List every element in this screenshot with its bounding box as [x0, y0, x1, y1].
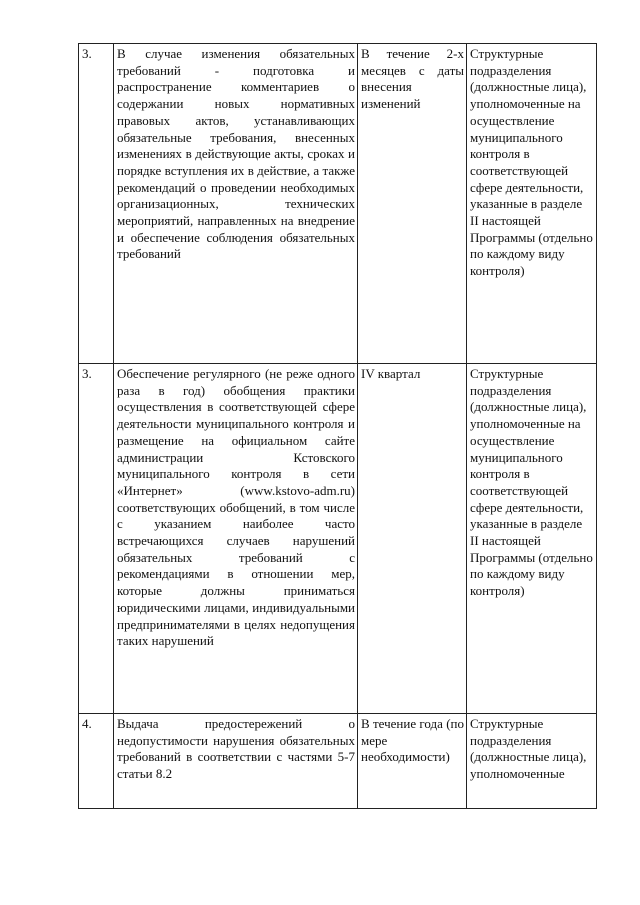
responsible-units: Структурные подразделения (должностные лица), уполномоченные	[467, 714, 597, 809]
row-number: 3.	[79, 44, 114, 364]
program-measures-table	[78, 43, 597, 809]
row-number: 4.	[79, 714, 114, 809]
measure-description: Обеспечение регулярного (не реже одного раза в год) обобщения практики осуществления в соответствующей сфере деятельности муниципального контроля и размещение на официальном сайте администрации Кстовского муниципального контроля в сети «Интернет» (www.kstovo-adm.ru) соответствующих обобщений, в том числе с указанием наиболее часто встречающихся случаев нарушений обязательных требований с рекомендациями в отношении мер, которые должны приниматься юридическими лицами, индивидуальными предпринимателями в целях недопущения таких нарушений	[114, 364, 358, 714]
row-number: 3.	[79, 364, 114, 714]
table-row	[79, 44, 597, 364]
execution-term: IV квартал	[358, 364, 467, 714]
table-row	[79, 364, 597, 714]
responsible-units: Структурные подразделения (должностные лица), уполномоченные на осуществление муниципального контроля в соответствующей сфере деятельности, указанные в разделе II настоящей Программы (отдельно по каждому виду контроля)	[467, 44, 597, 364]
measure-description: В случае изменения обязательных требований - подготовка и распространение комментариев о содержании новых нормативных правовых актов, устанавливающих обязательные требования, внесенных изменениях в действующие акты, сроках и порядке вступления их в действие, а также рекомендаций о проведении необходимых организационных, технических мероприятий, направленных на внедрение и обеспечение соблюдения обязательных требований	[114, 44, 358, 364]
table-row	[79, 714, 597, 809]
execution-term: В течение года (по мере необходимости)	[358, 714, 467, 809]
responsible-units: Структурные подразделения (должностные лица), уполномоченные на осуществление муниципального контроля в соответствующей сфере деятельности, указанные в разделе II настоящей Программы (отдельно по каждому виду контроля)	[467, 364, 597, 714]
measure-description: Выдача предостережений о недопустимости нарушения обязательных требований в соответствии с частями 5-7 статьи 8.2	[114, 714, 358, 809]
execution-term: В течение 2-х месяцев с даты внесения изменений	[358, 44, 467, 364]
